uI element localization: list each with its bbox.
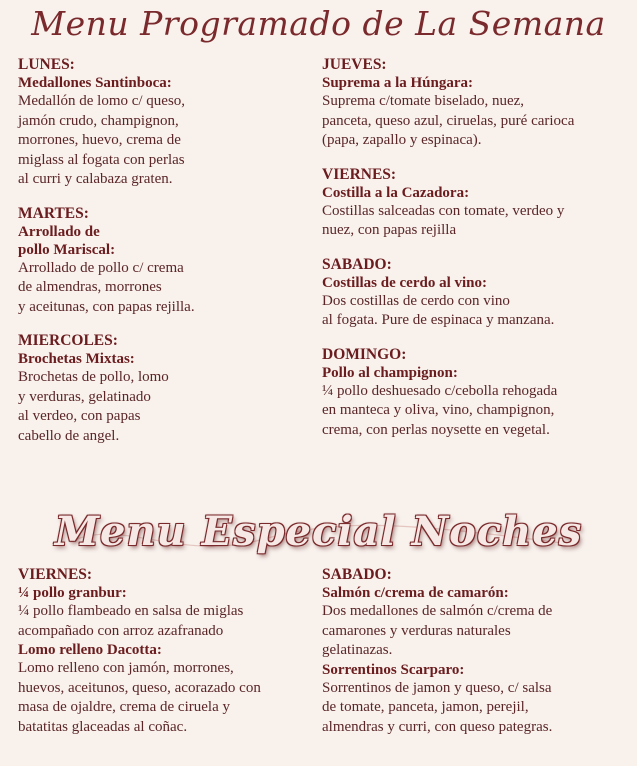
dish-description: Dos costillas de cerdo con vino al fogata. Pure de espinaca y manzana. bbox=[322, 292, 555, 328]
day-block-lunes bbox=[18, 55, 318, 190]
dish-description: ¼ pollo deshuesado c/cebolla rehogada en manteca y oliva, vino, champignon, crema, con perlas noysette en vegetal. bbox=[322, 382, 558, 438]
dish-name: Lomo relleno Dacotta: bbox=[18, 642, 162, 658]
dish-name: Suprema a la Húngara: bbox=[322, 75, 473, 91]
day-label: MIERCOLES: bbox=[18, 332, 118, 349]
day-label: MARTES: bbox=[18, 204, 89, 222]
day-label: VIERNES: bbox=[322, 165, 397, 183]
day-block-domingo bbox=[322, 345, 620, 441]
dish-description: Suprema c/tomate biselado, nuez, panceta, queso azul, ciruelas, puré carioca (papa, zapallo y espinaca). bbox=[322, 93, 575, 148]
dish-name: Sorrentinos Scarparo: bbox=[322, 661, 465, 678]
day-label: DOMINGO: bbox=[322, 345, 407, 363]
day-block-miercoles bbox=[18, 331, 318, 446]
dish-description: Medallón de lomo c/ queso, jamón crudo, champignon, morrones, huevo, crema de miglass al fogata con perlas al curri y calabaza graten. bbox=[18, 93, 186, 187]
day-block-sabado bbox=[322, 255, 620, 331]
day-block-viernes bbox=[322, 165, 620, 241]
dish-name: Brochetas Mixtas: bbox=[18, 351, 135, 367]
dish-name: Salmón c/crema de camarón: bbox=[322, 585, 509, 601]
dish-name: Arrollado de pollo Mariscal: bbox=[18, 223, 116, 258]
day-label: SABADO: bbox=[322, 255, 392, 273]
day-label: LUNES: bbox=[18, 56, 75, 73]
special-menu-title: Menu Especial Noches bbox=[54, 508, 583, 555]
dish-name: Medallones Santinboca: bbox=[18, 75, 172, 91]
dish-description: Lomo relleno con jamón, morrones, huevos, aceitunos, queso, acorazado con masa de ojaldre, crema de ciruela y batatitas glaceadas al coñac. bbox=[18, 660, 261, 735]
day-block-martes bbox=[18, 204, 318, 318]
day-label: SABADO: bbox=[322, 566, 392, 583]
dish-name: Costilla a la Cazadora: bbox=[322, 184, 470, 201]
right-column bbox=[322, 55, 620, 454]
dish-name: Costillas de cerdo al vino: bbox=[322, 274, 487, 291]
menu-title: Menu Programado de La Semana bbox=[31, 4, 606, 43]
day-label: VIERNES: bbox=[18, 566, 93, 583]
special-left-column bbox=[18, 565, 318, 737]
dish-description: Dos medallones de salmón c/crema de camarones y verduras naturales gelatinazas. bbox=[322, 603, 553, 658]
dish-description: ¼ pollo flambeado en salsa de miglas acompañado con arroz azafranado bbox=[18, 603, 244, 639]
day-label: JUEVES: bbox=[322, 56, 387, 73]
left-column bbox=[18, 55, 318, 460]
day-block-jueves bbox=[322, 55, 620, 151]
dish-name: ¼ pollo granbur: bbox=[18, 585, 127, 601]
dish-name: Pollo al champignon: bbox=[322, 364, 458, 381]
dish-description: Brochetas de pollo, lomo y verduras, gelatinado al verdeo, con papas cabello de angel. bbox=[18, 369, 169, 444]
special-right-column bbox=[322, 565, 620, 737]
dish-description: Costillas salceadas con tomate, verdeo y nuez, con papas rejilla bbox=[322, 202, 565, 238]
dish-description: Sorrentinos de jamon y queso, c/ salsa de tomate, panceta, jamon, perejil, almendras y curri, con queso pategras. bbox=[322, 679, 553, 735]
dish-description: Arrollado de pollo c/ crema de almendras, morrones y aceitunas, con papas rejilla. bbox=[18, 259, 195, 315]
